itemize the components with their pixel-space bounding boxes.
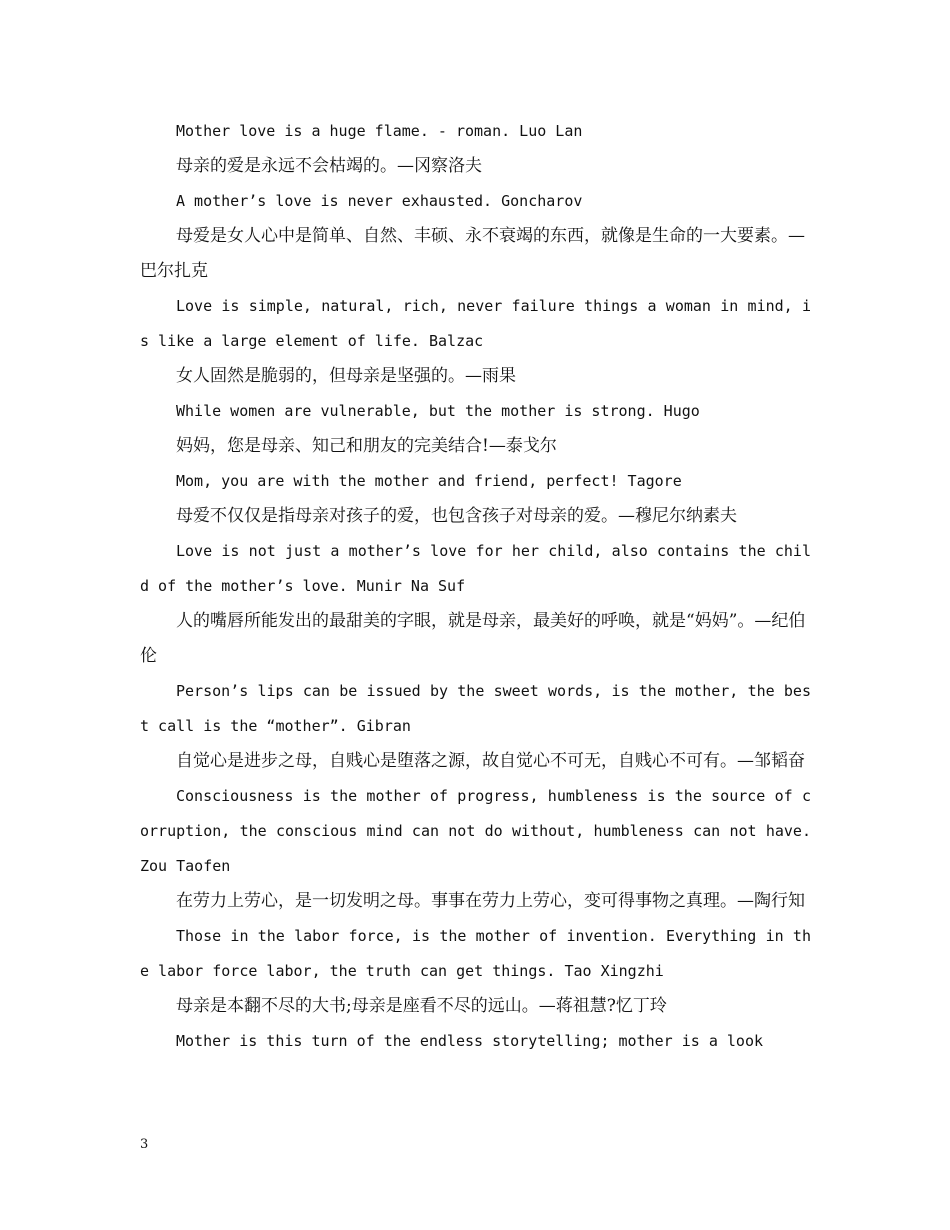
quote-paragraph-zh: 母亲的爱是永远不会枯竭的。—冈察洛夫 [176, 156, 482, 176]
quote-paragraph-en: Consciousness is the mother of progress, humbleness is the source of corruption, the conscious mind can not do without, humbleness can not have. Zou Taofen [140, 787, 811, 875]
quote-paragraph-en: While women are vulnerable, but the mother is strong. Hugo [176, 402, 700, 420]
quote-paragraph-zh: 母爱不仅仅是指母亲对孩子的爱，也包含孩子对母亲的爱。—穆尼尔纳素夫 [176, 506, 737, 526]
quote-paragraph-en: Love is simple, natural, rich, never failure things a woman in mind, is like a large element of life. Balzac [140, 297, 811, 350]
quote-paragraph-zh: 女人固然是脆弱的，但母亲是坚强的。—雨果 [176, 366, 516, 386]
quote-paragraph-en: Love is not just a mother’s love for her child, also contains the child of the mother’s love. Munir Na Suf [140, 542, 811, 595]
document-body [140, 114, 811, 1059]
quote-paragraph-zh: 在劳力上劳心，是一切发明之母。事事在劳力上劳心，变可得事物之真理。—陶行知 [176, 891, 805, 911]
quote-paragraph-zh: 母亲是本翻不尽的大书;母亲是座看不尽的远山。—蒋祖慧?忆丁玲 [176, 996, 667, 1016]
quote-paragraph-en: A mother’s love is never exhausted. Goncharov [176, 192, 583, 210]
quote-paragraph-zh: 人的嘴唇所能发出的最甜美的字眼，就是母亲，最美好的呼唤，就是“妈妈”。—纪伯伦 [140, 611, 806, 666]
quote-paragraph-en: Mother love is a huge flame. - roman. Luo Lan [176, 122, 583, 140]
quote-paragraph-en: Person’s lips can be issued by the sweet words, is the mother, the best call is the “mother”. Gibran [140, 682, 811, 735]
quote-paragraph-zh: 母爱是女人心中是简单、自然、丰硕、永不衰竭的东西，就像是生命的一大要素。—巴尔扎克 [140, 226, 805, 281]
quote-paragraph-en: Mom, you are with the mother and friend, perfect! Tagore [176, 472, 682, 490]
page-number: 3 [140, 1137, 149, 1152]
quote-paragraph-zh: 妈妈，您是母亲、知己和朋友的完美结合!—泰戈尔 [176, 436, 557, 456]
quote-paragraph-en: Those in the labor force, is the mother of invention. Everything in the labor force labor, the truth can get things. Tao Xingzhi [140, 927, 811, 980]
quote-paragraph-en: Mother is this turn of the endless storytelling; mother is a look [176, 1032, 763, 1050]
quote-paragraph-zh: 自觉心是进步之母，自贱心是堕落之源，故自觉心不可无，自贱心不可有。—邹韬奋 [176, 751, 805, 771]
